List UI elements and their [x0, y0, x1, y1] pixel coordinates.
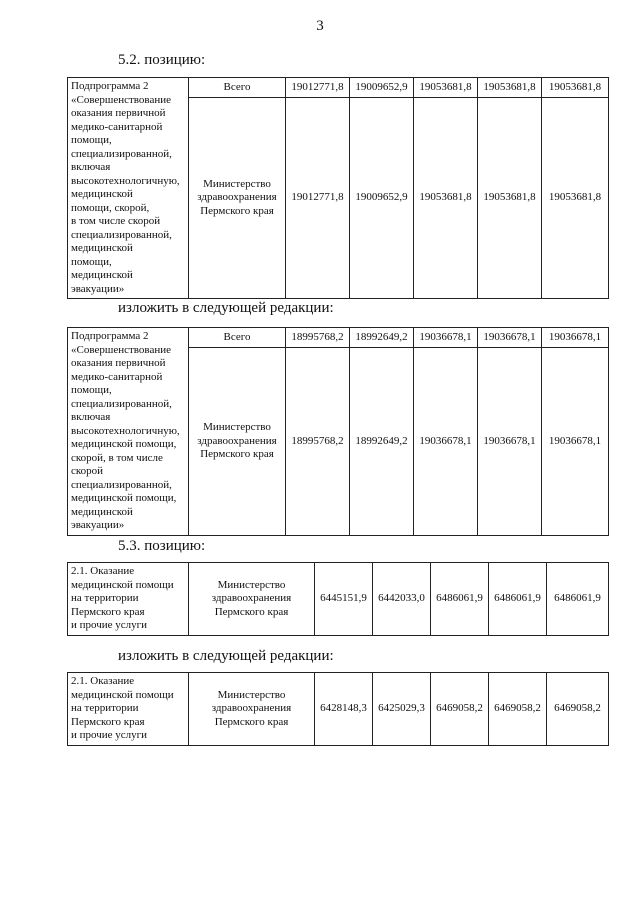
page-number: 3	[316, 18, 324, 34]
section-5-2-replace-heading: изложить в следующей редакции:	[118, 300, 334, 316]
ministry-cell: Министерство здравоохранения Пермского края	[189, 98, 286, 299]
value-cell: 6486061,9	[547, 563, 609, 636]
table-row	[68, 563, 609, 636]
ministry-cell: Министерство здравоохранения Пермского края	[189, 673, 315, 746]
value-cell: 19053681,8	[414, 78, 478, 98]
value-cell: 19009652,9	[350, 98, 414, 299]
value-cell: 19053681,8	[414, 98, 478, 299]
value-cell: 19036678,1	[542, 328, 609, 348]
value-cell: 6469058,2	[431, 673, 489, 746]
value-cell: 19053681,8	[478, 98, 542, 299]
value-cell: 19036678,1	[542, 348, 609, 536]
value-cell: 6425029,3	[373, 673, 431, 746]
value-cell: 18995768,2	[286, 328, 350, 348]
value-cell: 19053681,8	[478, 78, 542, 98]
value-cell: 19053681,8	[542, 78, 609, 98]
total-label: Всего	[189, 328, 286, 348]
value-cell: 18995768,2	[286, 348, 350, 536]
table-row	[68, 673, 609, 746]
table-5-2-old	[67, 77, 609, 299]
value-cell: 19012771,8	[286, 98, 350, 299]
value-cell: 19012771,8	[286, 78, 350, 98]
value-cell: 19036678,1	[478, 348, 542, 536]
section-5-2-heading: 5.2. позицию:	[118, 52, 206, 68]
table-5-3-new	[67, 672, 609, 746]
value-cell: 19009652,9	[350, 78, 414, 98]
value-cell: 6442033,0	[373, 563, 431, 636]
section-5-3-replace-heading: изложить в следующей редакции:	[118, 648, 334, 664]
value-cell: 6469058,2	[547, 673, 609, 746]
item-cell: 2.1. Оказание медицинской помощи на территории Пермского края и прочие услуги	[68, 673, 189, 746]
table-5-2-new	[67, 327, 609, 536]
value-cell: 18992649,2	[350, 328, 414, 348]
value-cell: 19053681,8	[542, 98, 609, 299]
table-row	[68, 328, 609, 348]
total-label: Всего	[189, 78, 286, 98]
ministry-cell: Министерство здравоохранения Пермского края	[189, 348, 286, 536]
program-cell: Подпрограмма 2 «Совершенствование оказания первичной медико-санитарной помощи, специализированной, включая высокотехнологичную, медицинской помощи, скорой, в том числе скорой специализированной, медицинской помощи, медицинской эвакуации»	[68, 328, 189, 536]
item-cell: 2.1. Оказание медицинской помощи на территории Пермского края и прочие услуги	[68, 563, 189, 636]
value-cell: 6486061,9	[489, 563, 547, 636]
ministry-cell: Министерство здравоохранения Пермского края	[189, 563, 315, 636]
value-cell: 6428148,3	[315, 673, 373, 746]
table-5-3-old	[67, 562, 609, 636]
value-cell: 19036678,1	[414, 348, 478, 536]
value-cell: 18992649,2	[350, 348, 414, 536]
value-cell: 6445151,9	[315, 563, 373, 636]
section-5-3-heading: 5.3. позицию:	[118, 538, 206, 554]
program-cell: Подпрограмма 2 «Совершенствование оказания первичной медико-санитарной помощи, специализированной, включая высокотехнологичную, медицинской помощи, скорой, в том числе скорой специализированной, медицинской помощи, медицинской эвакуации»	[68, 78, 189, 299]
table-row	[68, 78, 609, 98]
value-cell: 19036678,1	[478, 328, 542, 348]
value-cell: 6469058,2	[489, 673, 547, 746]
value-cell: 6486061,9	[431, 563, 489, 636]
value-cell: 19036678,1	[414, 328, 478, 348]
